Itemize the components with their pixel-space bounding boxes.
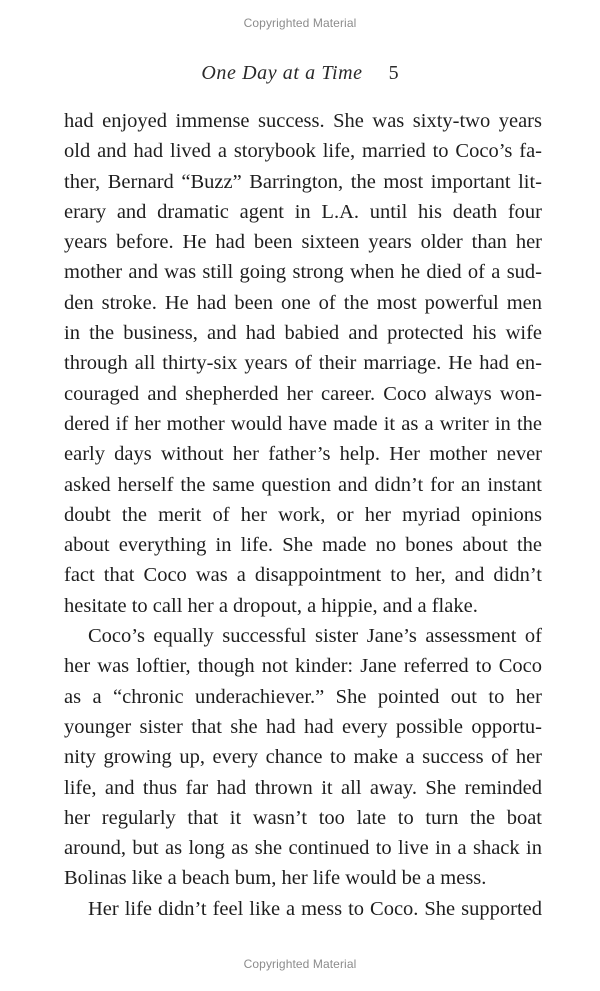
text-line: couraged and shepherded her career. Coco always won-: [64, 382, 542, 405]
copyright-watermark-top: Copyrighted Material: [243, 16, 357, 30]
text-line: life, and thus far had thrown it all away. She reminded: [64, 776, 542, 799]
text-line: dered if her mother would have made it as a writer in the: [64, 412, 542, 435]
text-line: younger sister that she had had every possible opportu-: [64, 715, 542, 738]
text-line: ther, Bernard “Buzz” Barrington, the most important lit-: [64, 170, 542, 193]
text-line: nity growing up, every chance to make a success of her: [64, 746, 542, 769]
text-line: in the business, and had babied and protected his wife: [64, 322, 542, 345]
text-line: years before. He had been sixteen years older than her: [64, 231, 542, 254]
text-line: had enjoyed immense success. She was sixty-two years: [64, 110, 542, 132]
paragraph-first-line: Coco’s equally successful sister Jane’s assessment of: [88, 625, 542, 648]
text-line: doubt the merit of her work, or her myriad opinions: [64, 503, 542, 526]
text-line: her regularly that it wasn’t too late to turn the boat: [64, 806, 542, 829]
text-line: as a “chronic underachiever.” She pointed out to her: [64, 685, 542, 708]
text-line: about everything in life. She made no bones about the: [64, 534, 542, 557]
copyright-watermark-bottom: Copyrighted Material: [243, 957, 357, 971]
text-line: erary and dramatic agent in L.A. until his death four: [64, 200, 542, 223]
text-line: through all thirty-six years of their marriage. He had en-: [64, 352, 542, 375]
paragraph-last-line: hesitate to call her a dropout, a hippie, and a flake.: [64, 594, 478, 617]
page-number: 5: [388, 62, 399, 84]
text-line: asked herself the same question and didn’t for an instant: [64, 473, 542, 496]
text-line: mother and was still going strong when he died of a sud-: [64, 261, 542, 284]
running-head-title: One Day at a Time: [201, 62, 363, 84]
body-text: [64, 106, 542, 924]
paragraph-last-line: Bolinas like a beach bum, her life would be a mess.: [64, 867, 487, 890]
text-line: old and had lived a storybook life, married to Coco’s fa-: [64, 140, 542, 163]
running-head: [0, 62, 600, 85]
text-line: early days without her father’s help. Her mother never: [64, 443, 542, 466]
text-line: den stroke. He had been one of the most powerful men: [64, 291, 542, 314]
text-line: her was loftier, though not kinder: Jane referred to Coco: [64, 655, 542, 678]
paragraph-first-line: Her life didn’t feel like a mess to Coco. She supported: [88, 897, 542, 920]
text-line: around, but as long as she continued to live in a shack in: [64, 837, 542, 860]
text-line: fact that Coco was a disappointment to her, and didn’t: [64, 564, 542, 587]
